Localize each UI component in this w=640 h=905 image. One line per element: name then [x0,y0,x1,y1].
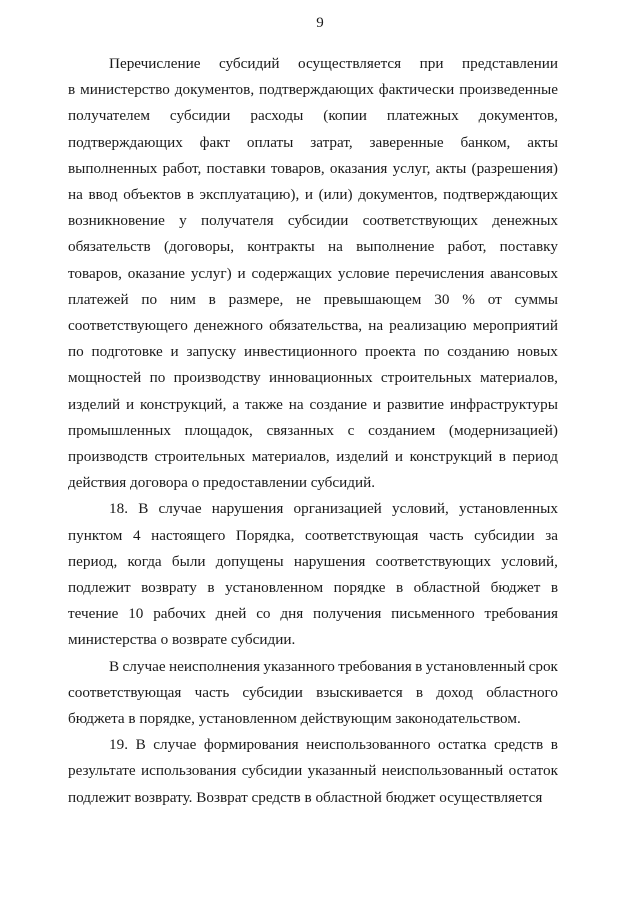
text-line: платежей по ним в размере, не превышающем 30 % от суммы [68,290,558,308]
text-line: обязательств (договоры, контракты на выполнение работ, поставку [68,238,558,256]
text-line: выполненных работ, поставки товаров, оказания услуг, акты (разрешения) [68,159,558,177]
text-line: период, когда были допущены нарушения соответствующих условий, [68,552,558,570]
text-line: подтверждающих факт оплаты затрат, заверенные банком, акты [68,133,558,151]
text-line: по подготовке и запуску инвестиционного проекта по созданию новых [68,343,558,361]
paragraph [68,51,558,496]
text-line: 19. В случае формирования неиспользованного остатка средств в [109,736,558,754]
text-line: получателем субсидии расходы (копии платежных документов, [68,107,558,125]
text-line: товаров, оказание услуг) и содержащих условие перечисления авансовых [68,264,558,282]
paragraph [68,654,558,733]
page-number: 9 [316,15,324,31]
text-line: возникновение у получателя субсидии соответствующих денежных [68,212,558,230]
document-body [68,51,558,811]
text-line: В случае неисполнения указанного требования в установленный срок [109,657,558,675]
text-line: на ввод объектов в эксплуатацию), и (или) документов, подтверждающих [68,186,558,204]
text-line: в министерство документов, подтверждающих фактически произведенные [68,81,558,99]
text-line: соответствующего денежного обязательства, на реализацию мероприятий [68,317,558,335]
text-line: результате использования субсидии указанный неиспользованный остаток [68,762,558,780]
text-line: Перечисление субсидий осуществляется при представлении [109,55,558,72]
text-line: производств строительных материалов, изделий и конструкций в период [68,448,558,466]
text-line: пунктом 4 настоящего Порядка, соответствующая часть субсидии за [68,526,558,544]
text-line: течение 10 рабочих дней со дня получения письменного требования [68,605,558,623]
paragraph [68,732,558,811]
text-line: подлежит возврату. Возврат средств в областной бюджет осуществляется [68,788,543,806]
text-line: соответствующая часть субсидии взыскивается в доход областного [68,683,558,701]
text-line: изделий и конструкций, а также на создание и развитие инфраструктуры [68,395,558,413]
text-line: министерства о возврате субсидии. [68,631,296,649]
text-line: мощностей по производству инновационных строительных материалов, [68,369,558,387]
text-line: бюджета в порядке, установленном действующим законодательством. [68,710,521,728]
text-line: промышленных площадок, связанных с созданием (модернизацией) [68,421,558,439]
text-line: 18. В случае нарушения организацией условий, установленных [109,500,558,518]
paragraph [68,496,558,653]
text-line: подлежит возврату в установленном порядке в областной бюджет в [68,579,558,597]
text-line: действия договора о предоставлении субсидий. [68,474,376,492]
